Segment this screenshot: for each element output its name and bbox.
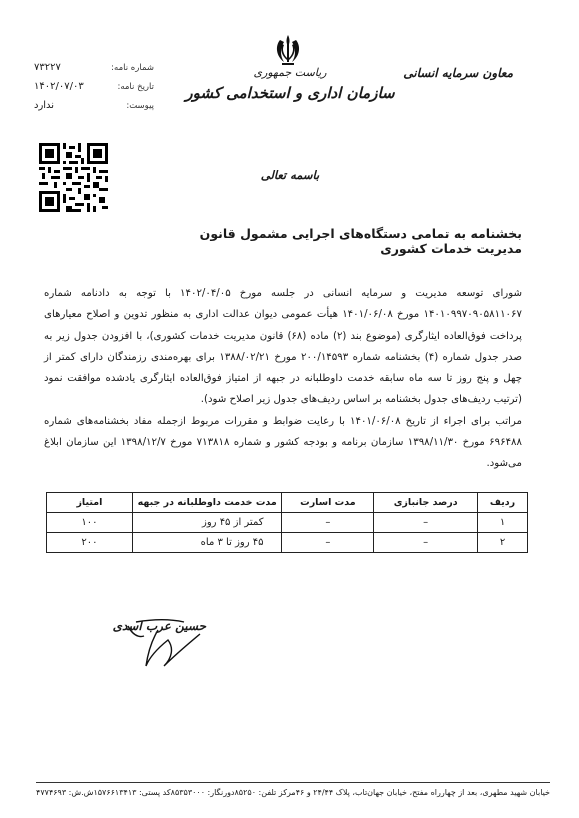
letter-number: ۷۳۲۲۷ <box>34 62 61 73</box>
col-row-number: ردیف <box>478 493 528 513</box>
signature-scribble-icon <box>88 600 228 680</box>
footer <box>36 788 550 797</box>
table-row <box>47 533 528 553</box>
org-subtitle: ریاست جمهوری <box>253 66 327 79</box>
table-cell: – <box>282 533 374 553</box>
footer-divider <box>36 782 550 783</box>
letter-date-label: تاریخ نامه: <box>117 81 154 92</box>
body-paragraph-1: شورای توسعه مدیریت و سرمایه انسانی در جلسه مورخ ۱۴۰۲/۰۴/۰۵ با توجه به دادنامه شماره ۱۴۰۱۰۹۹۷۰۹۰۵۸۱۱۰۶۷ مورخ ۱۴۰۱/۰۶/۰۸ هیأت عمومی دیوان عدالت اداری به منظور تدوین و اصلاح معیارهای پرداخت فوق‌العاده ایثارگری (موضوع بند (۲) ماده (۶۸) قانون مدیریت خدمات کشوری)، با افزودن جدول زیر به صدر جدول شماره (۴) بخشنامه شماره ۲۰۰/۱۴۵۹۳ مورخ ۱۳۸۸/۰۲/۲۱ برای بهره‌مندی رزمندگان دارای کمتر از چهل و پنج روز تا سه ماه سابقه خدمت داوطلبانه در جبهه از امتیاز فوق‌العاده ایثارگری یادشده موافقت نمود (ترتیب ردیف‌های جدول بخشنامه بر اساس ردیف‌های جدول زیر اصلاح شود). <box>44 288 522 406</box>
table-cell: کمتر از ۴۵ روز <box>132 513 282 533</box>
footer-address: خیابان شهید مطهری، بعد از چهارراه مفتح، خیابان جهان‌تاب، پلاک ۲۴/۴۴ و ۴۶ <box>295 788 550 797</box>
table-cell: ۱۰۰ <box>47 513 133 533</box>
table-cell: ۴۵ روز تا ۳ ماه <box>132 533 282 553</box>
table-header-row <box>47 493 528 513</box>
table-cell: ۲ <box>478 533 528 553</box>
footer-postal-code: کد پستی: ۱۵۷۶۶۱۳۴۱۳ <box>93 788 171 797</box>
deputy-title: معاون سرمایه انسانی <box>403 66 513 80</box>
table-cell: – <box>374 513 478 533</box>
footer-id: ش.ش: ۴۷۷۴۶۹۳ <box>36 788 94 797</box>
org-name: سازمان اداری و استخدامی کشور <box>185 84 395 102</box>
attachment-label: پیوست: <box>126 100 154 111</box>
col-score: امتیاز <box>47 493 133 513</box>
document-body <box>44 283 522 475</box>
footer-fax: دورنگار: ۸۵۳۵۳۰۰۰ <box>170 788 235 797</box>
letter-number-row <box>34 58 154 77</box>
table-cell: ۱ <box>478 513 528 533</box>
table-cell: ۲۰۰ <box>47 533 133 553</box>
veterans-score-table <box>46 492 528 553</box>
col-captivity-duration: مدت اسارت <box>282 493 374 513</box>
iran-emblem-icon <box>270 32 306 68</box>
table-cell: – <box>282 513 374 533</box>
footer-phone: مرکز تلفن: ۸۵۲۵۰ <box>234 788 296 797</box>
col-disability-percent: درصد جانبازی <box>374 493 478 513</box>
letter-meta <box>34 58 154 115</box>
signatory-name: حسین عرب اسدی <box>112 619 206 633</box>
letter-date: ۱۴۰۲/۰۷/۰۳ <box>34 81 84 92</box>
letter-date-row <box>34 77 154 96</box>
body-paragraph-2: مراتب برای اجراء از تاریخ ۱۴۰۱/۰۶/۰۸ با رعایت ضوابط و مقررات مربوط ازجمله مفاد بخشنامه‌های شماره ۶۹۶۴۸۸ مورخ ۱۳۹۸/۱۱/۳۰ سازمان برنامه و بودجه کشور و شماره ۷۱۳۸۱۸ مورخ ۱۳۹۸/۱۲/۷ این سازمان ابلاغ می‌شود. <box>44 415 523 470</box>
bismillah: باسمه تعالی <box>260 168 320 182</box>
attachment-value: ندارد <box>34 100 55 111</box>
table-row <box>47 513 528 533</box>
letter-number-label: شماره نامه: <box>111 62 154 73</box>
table-cell: – <box>374 533 478 553</box>
attachment-row <box>34 96 154 115</box>
qr-code-icon <box>39 143 108 212</box>
col-volunteer-service: مدت خدمت داوطلبانه در جبهه <box>132 493 282 513</box>
document-title: بخشنامه به تمامی دستگاه‌های اجرایی مشمول قانون مدیریت خدمات کشوری <box>199 226 522 256</box>
